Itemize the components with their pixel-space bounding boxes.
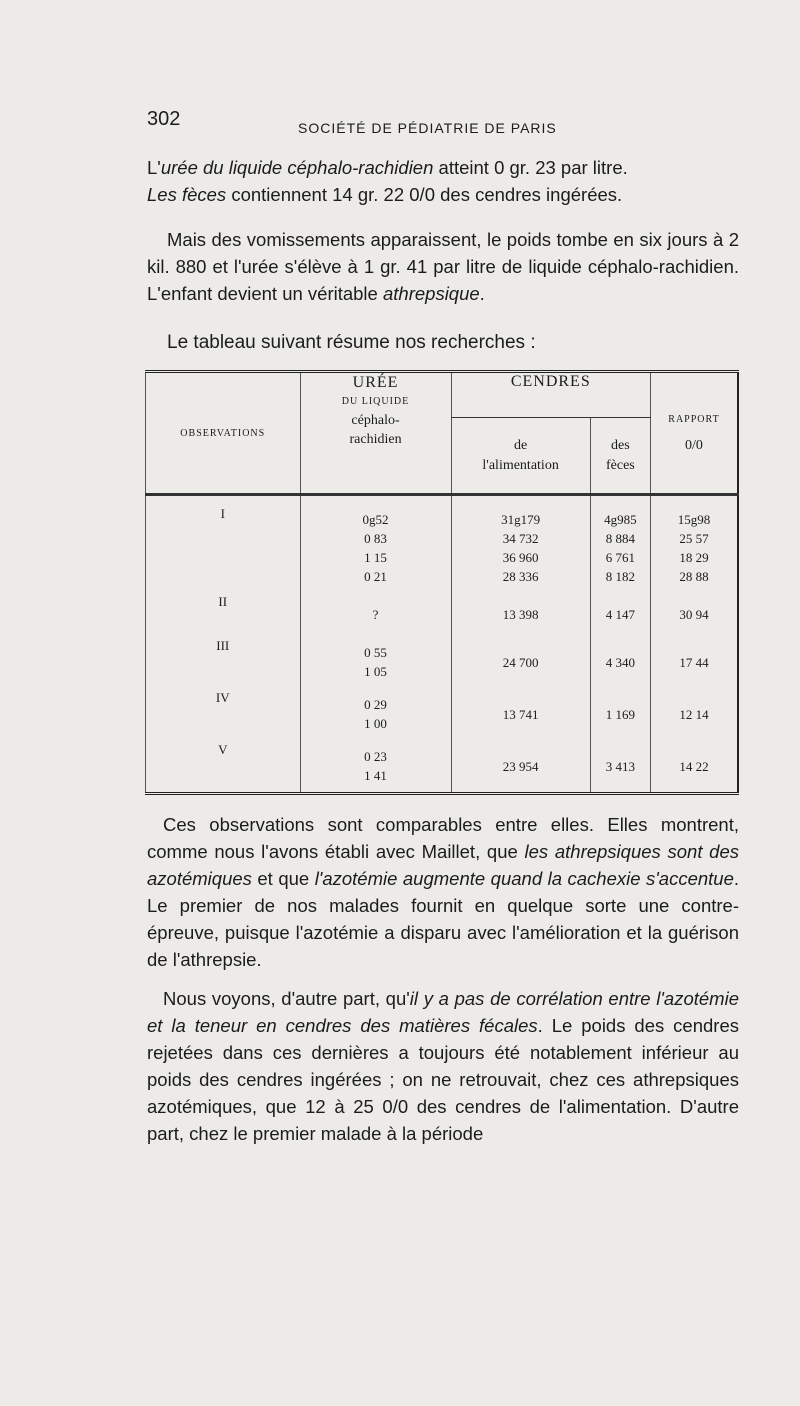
cell-rapport: 30 94 (651, 592, 739, 636)
header-observations: OBSERVATIONS (146, 372, 301, 495)
table-row (146, 636, 739, 688)
results-table-wrapper (145, 370, 739, 790)
italic-span: Les fèces (147, 184, 227, 205)
header-uree-line2: DU LIQUIDE (341, 396, 410, 407)
cell-value: 18 29 (679, 550, 709, 565)
header-rapport (651, 372, 739, 495)
italic-span: l'azotémie augmente quand la cachexie s'accentue (314, 868, 734, 889)
italic-span: les athrepsiques sont des azotémiques (147, 841, 739, 889)
cell-value: 34 732 (502, 531, 539, 546)
cell-value: 8 182 (605, 569, 635, 584)
cell-rapport: 12 14 (651, 688, 739, 740)
cell-feces: 4 340 (590, 636, 650, 688)
table-row (146, 504, 739, 592)
cell-uree (300, 636, 451, 688)
cell-feces: 4 147 (590, 592, 650, 636)
cell-value: 0 21 (364, 569, 387, 584)
cell-value: 28 336 (502, 569, 539, 584)
text-span: et que (251, 868, 315, 889)
cell-rapport: 17 44 (651, 636, 739, 688)
cell-value: 1 00 (364, 716, 387, 731)
cell-uree (300, 504, 451, 592)
header-uree-title: URÉE (352, 374, 399, 391)
cell-alimentation: 13 398 (451, 592, 590, 636)
header-uree-line4: rachidien (349, 432, 402, 447)
table-row (146, 740, 739, 794)
cell-observation: V (146, 740, 301, 794)
cell-observation: I (146, 504, 301, 592)
page-number: 302 (147, 108, 181, 130)
cell-value: 8 884 (605, 531, 635, 546)
cell-feces (590, 504, 650, 592)
cell-value: 25 57 (679, 531, 709, 546)
cell-observation: III (146, 636, 301, 688)
header-uree-line3: céphalo- (351, 413, 400, 428)
paragraph-3: Le tableau suivant résume nos recherches : (167, 332, 536, 353)
header-cendres: CENDRES (451, 372, 650, 418)
text-span: Mais des vomissements apparaissent, le poids tombe en six jours à 2 kil. 880 et l'urée s'élève à 1 gr. 41 par litre de liquide céphalo-rachidien. L'enfant devient un véritable (147, 229, 739, 304)
italic-span: athrepsique (382, 283, 480, 304)
text-span: contiennent 14 gr. 22 0/0 des cendres ingérées. (226, 184, 623, 205)
cell-alimentation: 24 700 (451, 636, 590, 688)
results-table (145, 370, 739, 795)
italic-span: il y a pas de corrélation entre l'azotémie et la teneur en cendres des matières fécales (147, 988, 739, 1036)
cell-value: 0 29 (364, 697, 387, 712)
cell-value: 0 83 (364, 531, 387, 546)
header-rapport-line1: RAPPORT (668, 414, 720, 425)
cell-uree: ? (300, 592, 451, 636)
paragraph-4 (147, 811, 739, 973)
text-span: . Le poids des cendres rejetées dans ces dernières a toujours été notablement inférieur au poids des cendres ingérées ; on ne retrouvait, chez ces athrepsiques azotémiques, que 12 à 25 0/0 des cendres de l'alimentation. D'autre part, chez le premier malade à la période (147, 1015, 739, 1144)
cell-value: 31g179 (501, 512, 541, 527)
cell-value: 28 88 (679, 569, 709, 584)
cell-rapport: 14 22 (651, 740, 739, 794)
text-span: . Le premier de nos malades fournit en quelque sorte une contre-épreuve, puisque l'azotémie a disparu avec l'amélioration et la guérison de l'athrepsie. (147, 868, 740, 970)
header-alim-line2: l'alimentation (482, 457, 559, 473)
italic-span: urée du liquide céphalo-rachidien (160, 157, 434, 178)
cell-value: 15g98 (677, 512, 711, 527)
cell-rapport (651, 504, 739, 592)
cell-value: 0 55 (364, 645, 387, 660)
cell-value: 4g985 (604, 512, 637, 527)
cell-alimentation (451, 504, 590, 592)
cell-observation: II (146, 592, 301, 636)
cell-uree (300, 740, 451, 794)
header-feces-line2: fèces (605, 457, 635, 473)
table-row (146, 592, 739, 636)
cell-value: 1 15 (364, 550, 387, 565)
header-feces (590, 418, 650, 495)
header-rapport-line2: 0/0 (685, 438, 703, 453)
table-row (146, 688, 739, 740)
cell-value: 6 761 (605, 550, 635, 565)
text-span: Ces observations sont comparables entre elles. Elles montrent, comme nous l'avons établi avec Maillet, que (147, 814, 739, 862)
cell-observation: IV (146, 688, 301, 740)
header-alim-line1: de (514, 437, 528, 453)
paragraph-5 (147, 985, 739, 1147)
cell-value: 0 23 (364, 749, 387, 764)
cell-value: 1 05 (364, 664, 387, 679)
text-span: Nous voyons, d'autre part, qu' (163, 988, 410, 1009)
text-span: atteint 0 gr. 23 par litre. (433, 157, 628, 178)
cell-feces: 3 413 (590, 740, 650, 794)
cell-alimentation: 13 741 (451, 688, 590, 740)
paragraph-2 (147, 226, 739, 307)
cell-value: 1 41 (364, 768, 387, 783)
cell-uree (300, 688, 451, 740)
cell-value: 36 960 (502, 550, 539, 565)
text-span: L' (147, 157, 161, 178)
running-head: SOCIÉTÉ DE PÉDIATRIE DE PARIS (298, 120, 557, 136)
table-rule (146, 495, 739, 505)
cell-alimentation: 23 954 (451, 740, 590, 794)
header-feces-line1: des (611, 437, 630, 453)
cell-value: 0g52 (362, 512, 389, 527)
cell-feces: 1 169 (590, 688, 650, 740)
paragraph-1 (147, 154, 739, 208)
header-uree (300, 372, 451, 495)
text-span: . (479, 283, 485, 304)
header-alimentation (451, 418, 590, 495)
